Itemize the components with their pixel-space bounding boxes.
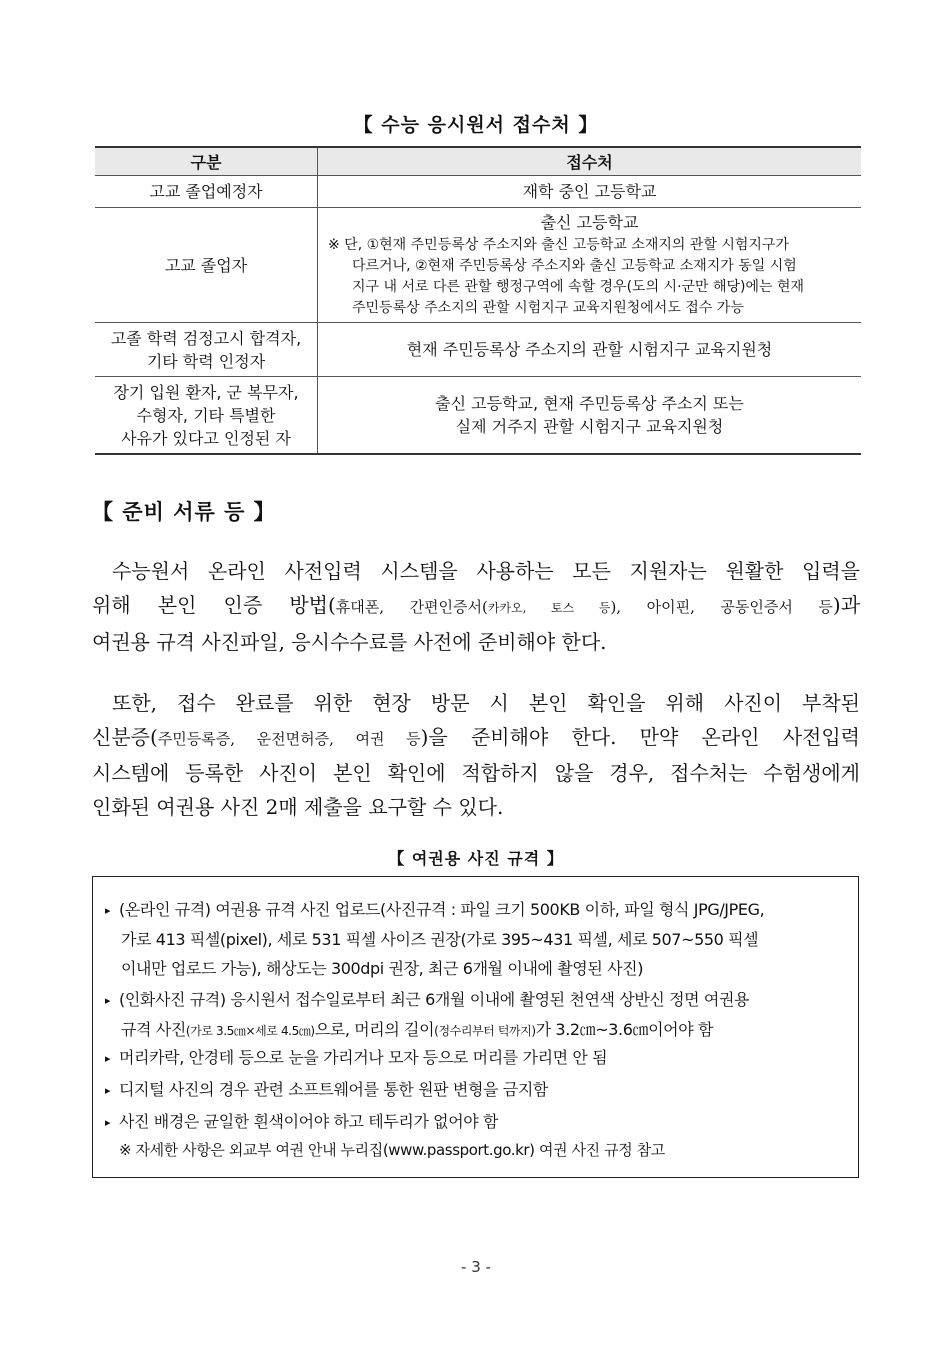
- section-heading: 【 준비 서류 등 】: [92, 500, 276, 524]
- category-cell: 장기 입원 환자, 군 복무자, 수형자, 기타 특별한 사유가 있다고 인정된 자: [95, 377, 318, 455]
- table-row: [95, 176, 861, 208]
- category-cell: 고교 졸업예정자: [95, 176, 318, 208]
- table-title: 【 수능 응시원서 접수처 】: [353, 114, 599, 136]
- place-cell: 현재 주민등록상 주소지의 관할 시험지구 교육지원청: [318, 323, 862, 377]
- table-header-row: [95, 147, 861, 176]
- paragraph-prepare: [92, 554, 860, 659]
- triangle-bullet-icon: ▸: [105, 1084, 111, 1097]
- table-row: [95, 208, 861, 323]
- header-place: 접수처: [318, 147, 862, 176]
- place-cell: 재학 중인 고등학교: [318, 176, 862, 208]
- triangle-bullet-icon: ▸: [105, 1116, 111, 1129]
- spec-item-online: ▸ (온라인 규격) 여권용 규격 사진 업로드(사진규격 : 파일 크기 500KB 이하, 파일 형식 JPG/JPEG, 가로 413 픽셀(pixel), 세로 531 픽셀 사이즈 권장(가로 395~431 픽셀, 세로 507~550 픽셀 이내만 업로드 가능), 해상도는 300dpi 권장, 최근 6개월 이내에 촬영된 사진): [105, 895, 853, 983]
- reference-note: ※ 자세한 사항은 외교부 여권 안내 누리집(www.passport.go.kr) 여권 사진 규정 참고: [119, 1141, 665, 1159]
- photo-spec-box: [92, 876, 859, 1178]
- paragraph-line: 또한, 접수 완료를 위한 현장 방문 시 본인 확인을 위해 사진이 부착된: [112, 691, 860, 715]
- paragraph-line: 인화된 여권용 사진 2매 제출을 요구할 수 있다.: [92, 795, 504, 819]
- spec-item-hair: ▸ 머리카락, 안경테 등으로 눈을 가리거나 모자 등으로 머리를 가리면 안 됨: [105, 1043, 853, 1073]
- spec-item-digital: ▸ 디지털 사진의 경우 관련 소프트웨어를 통한 원판 변형을 금지함: [105, 1075, 853, 1105]
- spec-item-background: ▸ 사진 배경은 균일한 흰색이어야 하고 테두리가 없어야 함: [105, 1107, 853, 1137]
- page-number: - 3 -: [461, 1258, 491, 1276]
- place-cell: 출신 고등학교 ※ 단, ①현재 주민등록상 주소지와 출신 고등학교 소재지의 관할 시험지구가 다르거나, ②현재 주민등록상 주소지와 출신 고등학교 소재지가 동일 시험 지구 내 서로 다른 관할 행정구역에 속할 경우(도의 시·군만 해당)에는 현재 주민등록상 주소지의 관할 시험지구 교육지원청에서도 접수 가능: [318, 208, 862, 323]
- paragraph-line: 수능원서 온라인 사전입력 시스템을 사용하는 모든 지원자는 원활한 입력을: [112, 559, 860, 583]
- place-cell: 출신 고등학교, 현재 주민등록상 주소지 또는 실제 거주지 관할 시험지구 교육지원청: [318, 377, 862, 455]
- table-row: [95, 377, 861, 455]
- table-row: [95, 323, 861, 377]
- spec-item-print: ▸ (인화사진 규격) 응시원서 접수일로부터 최근 6개월 이내에 촬영된 천연색 상반신 정면 여권용 규격 사진(가로 3.5㎝×세로 4.5㎝)으로, 머리의 길이(정수리부터 턱까지)가 3.2㎝~3.6㎝이어야 함: [105, 985, 853, 1046]
- paragraph-line: 신분증(주민등록증, 운전면허증, 여권 등)을 준비해야 한다. 만약 온라인 사전입력: [92, 725, 860, 749]
- exception-note: ※ 단, ①현재 주민등록상 주소지와 출신 고등학교 소재지의 관할 시험지구가 다르거나, ②현재 주민등록상 주소지와 출신 고등학교 소재지가 동일 시험 지구 내 서로 다른 관할 행정구역에 속할 경우(도의 시·군만 해당)에는 현재 주민등록상 주소지의 관할 시험지구 교육지원청에서도 접수 가능: [328, 237, 805, 316]
- paragraph-line: 시스템에 등록한 사진이 본인 확인에 적합하지 않을 경우, 접수처는 수험생에게: [92, 761, 860, 785]
- category-cell: 고졸 학력 검정고시 합격자, 기타 학력 인정자: [95, 323, 318, 377]
- triangle-bullet-icon: ▸: [105, 1052, 111, 1065]
- photo-spec-title: 【 여권용 사진 규격 】: [388, 849, 564, 868]
- reception-table: [95, 146, 861, 455]
- paragraph-line: 위해 본인 인증 방법(휴대폰, 간편인증서(카카오, 토스 등), 아이핀, 공동인증서 등)과: [92, 593, 861, 617]
- triangle-bullet-icon: ▸: [105, 994, 111, 1007]
- paragraph-identity: [92, 686, 860, 824]
- header-category: 구분: [95, 147, 318, 176]
- triangle-bullet-icon: ▸: [105, 904, 111, 917]
- paragraph-line: 여권용 규격 사진파일, 응시수수료를 사전에 준비해야 한다.: [92, 630, 607, 654]
- category-cell: 고교 졸업자: [95, 208, 318, 323]
